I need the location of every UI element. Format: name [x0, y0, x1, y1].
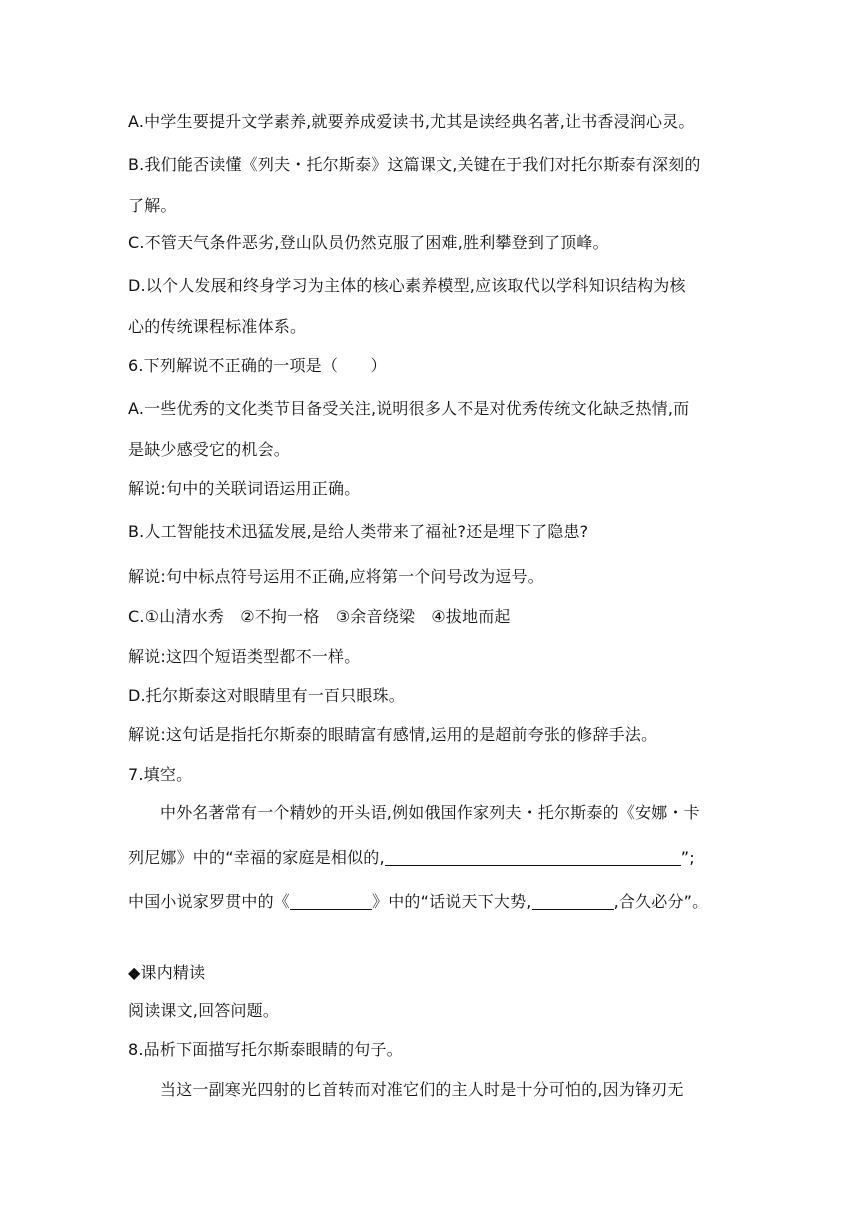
q6-option-a-line1: A.一些优秀的文化类节目备受关注,说明很多人不是对优秀传统文化缺乏热情,而	[128, 399, 690, 418]
q7-line3	[128, 892, 748, 912]
q7-line3-text-a: 中国小说家罗贯中的《	[128, 892, 291, 911]
q5-option-d-line1: D.以个人发展和终身学习为主体的核心素养模型,应该取代以学科知识结构为核	[128, 276, 686, 295]
q8-stem: 8.品析下面描写托尔斯泰眼睛的句子。	[128, 1040, 403, 1059]
q6-explain-c: 解说:这四个短语类型都不一样。	[128, 647, 361, 666]
q7-line3-text-c: ,合久必分”。	[613, 892, 709, 911]
section-heading: ◆课内精读	[128, 963, 206, 982]
q6-option-a-line2: 是缺少感受它的机会。	[128, 440, 291, 459]
q7-line2-text-a: 列尼娜》中的“幸福的家庭是相似的,	[128, 848, 385, 867]
answer-blank-1[interactable]	[385, 849, 681, 866]
q6-explain-a: 解说:句中的关联词语运用正确。	[128, 479, 361, 498]
q7-line3-text-b: 》中的“话说天下大势,	[372, 892, 532, 911]
q5-option-c: C.不管天气条件恶劣,登山队员仍然克服了困难,胜利攀登到了顶峰。	[128, 233, 609, 252]
q6-option-b: B.人工智能技术迅猛发展,是给人类带来了福祉?还是埋下了隐患?	[128, 522, 589, 541]
answer-blank-3[interactable]	[532, 893, 614, 910]
q7-line2	[128, 848, 748, 868]
q6-explain-b: 解说:句中标点符号运用不正确,应将第一个问号改为逗号。	[128, 567, 544, 586]
q6-explain-d: 解说:这句话是指托尔斯泰的眼睛富有感情,运用的是超前夸张的修辞手法。	[128, 725, 658, 744]
q5-option-a: A.中学生要提升文学素养,就要养成爱读书,尤其是读经典名著,让书香浸润心灵。	[128, 112, 695, 131]
q5-option-b-line2: 了解。	[128, 196, 177, 215]
section-instruction: 阅读课文,回答问题。	[128, 1001, 280, 1020]
q6-option-c: C.①山清水秀 ②不拘一格 ③余音绕梁 ④拔地而起	[128, 607, 511, 626]
q7-line2-text-b: ”;	[680, 848, 695, 867]
q6-stem: 6.下列解说不正确的一项是（ ）	[128, 356, 387, 375]
q7-line1: 中外名著常有一个精妙的开头语,例如俄国作家列夫・托尔斯泰的《安娜・卡	[160, 803, 700, 822]
q6-option-d: D.托尔斯泰这对眼睛里有一百只眼珠。	[128, 686, 406, 705]
q7-stem: 7.填空。	[128, 765, 193, 784]
q8-passage-line1: 当这一副寒光四射的匕首转而对准它们的主人时是十分可怕的,因为锋刃无	[160, 1080, 684, 1099]
q5-option-d-line2: 心的传统课程标准体系。	[128, 317, 307, 336]
q5-option-b-line1: B.我们能否读懂《列夫・托尔斯泰》这篇课文,关键在于我们对托尔斯泰有深刻的	[128, 155, 701, 174]
answer-blank-2[interactable]	[290, 893, 372, 910]
